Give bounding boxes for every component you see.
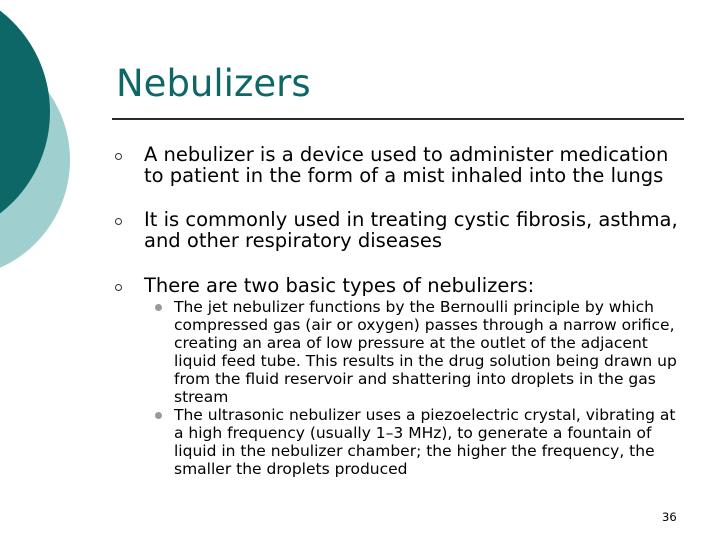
sub-bullet-text: The jet nebulizer functions by the Bernoulli principle by which compressed gas (air or oxygen) passes through a narrow orifice, creating an area of low pressure at the outlet of the adjacent liquid feed tube. This results in the drug solution being drawn up from the fluid reservoir and shattering into droplets in the gas stream [174, 298, 677, 406]
hollow-bullet-icon [115, 153, 122, 160]
sub-bullet-text: The ultrasonic nebulizer uses a piezoelectric crystal, vibrating at a high frequency (usually 1–3 MHz), to generate a fountain of liquid in the nebulizer chamber; the higher the frequency, the smaller the droplets produced [174, 406, 676, 478]
filled-bullet-icon [155, 304, 162, 311]
hollow-bullet-icon [115, 284, 122, 291]
hollow-bullet-icon [115, 218, 122, 225]
bullet-text: A nebulizer is a device used to administer medication to patient in the form of a mist inhaled into the lungs [144, 143, 669, 187]
bullet-item [112, 144, 692, 186]
slide-title: Nebulizers [116, 62, 311, 105]
page-number: 36 [662, 510, 677, 524]
bullet-text: There are two basic types of nebulizers: [144, 274, 535, 297]
bullet-text: It is commonly used in treating cystic fibrosis, asthma, and other respiratory diseases [144, 208, 678, 252]
sub-bullet-item [174, 298, 686, 406]
filled-bullet-icon [155, 412, 162, 419]
title-divider [112, 118, 684, 120]
bullet-item [112, 275, 692, 296]
bullet-item [112, 209, 692, 251]
bullet-list [112, 140, 692, 478]
sub-bullet-item [174, 406, 686, 478]
